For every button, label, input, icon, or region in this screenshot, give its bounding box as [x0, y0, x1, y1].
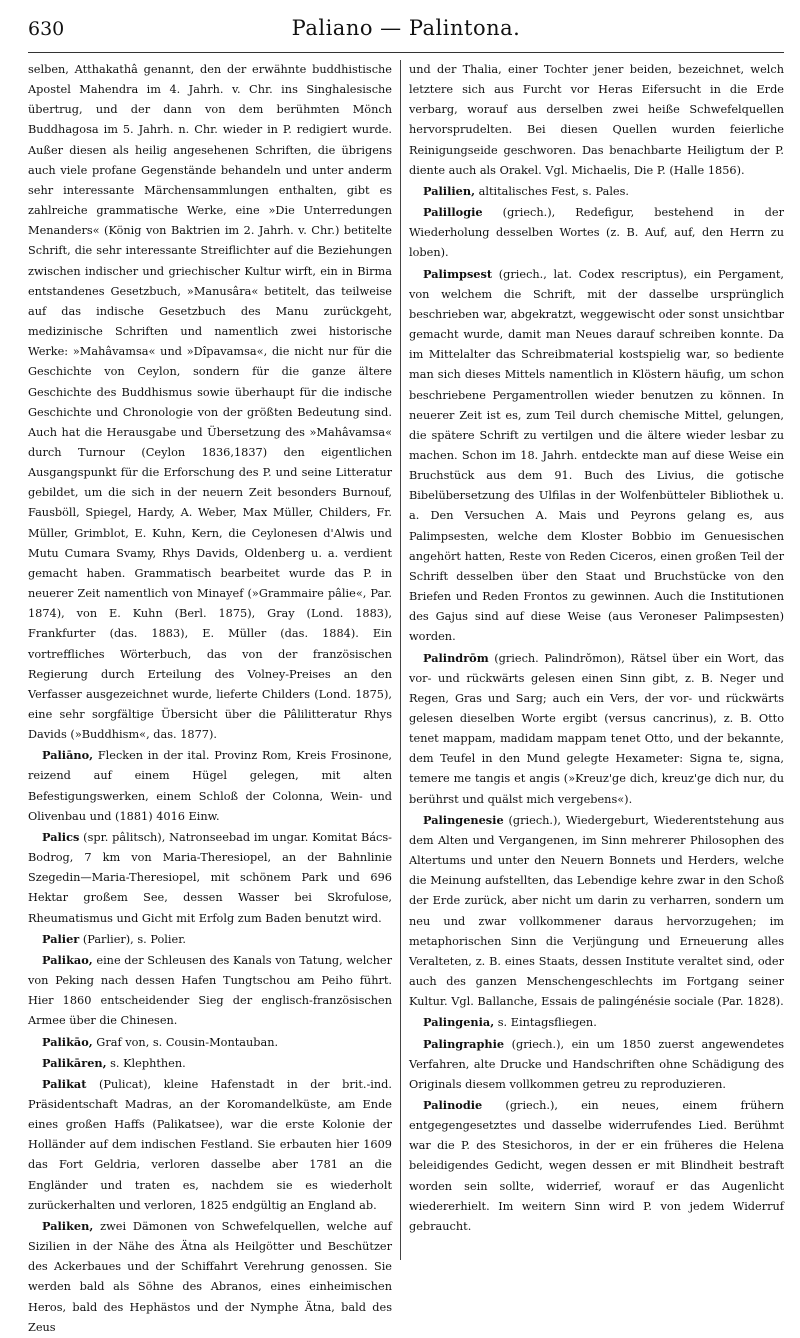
entry-lemma: Palingraphie — [423, 1036, 505, 1051]
entry-text: (griech., lat. Codex rescriptus), ein Pergament, von welchem die Schrift, mit der dasselbe ursprünglich beschrieben war, abgekratzt, weggewischt oder sonst unsichtbar gemacht wurde, damit man Neues darauf schreiben konnte. Da im Mittelalter das Schreibmaterial kostspielig war, so bediente man sich dieses Mittels namentlich in Klöstern häufig, um schon beschriebene Pergamentrollen wieder benutzen zu können. In neuerer Zeit ist es, zum Teil durch chemische Mittel, gelungen, die spätere Schrift zu vertilgen und die ältere wieder lesbar zu machen. Schon im 18. Jahrh. entdeckte man auf diese Weise ein Bruchstück aus dem 91. Buch des Livius, die gotische Bibelübersetzung des Ulfilas in der Wolfenbütteler Bibliothek u. a. Den Versuchen A. Mais und Peyrons gelang es, aus Palimpsesten, welche dem Kloster Bobbio im Genuesischen angehört hatten, Reste von Reden Ciceros, einen großen Teil der Schrift desselben über den Staat und Bruchstücke von den Briefen und Reden Frontos zu gewinnen. Auch die Institutionen des Gajus sind auf diese Weise (aus Veroneser Palimpsesten) worden. — [409, 267, 784, 644]
entry-lemma: Paliāno, — [42, 748, 94, 763]
dictionary-entry — [409, 648, 784, 810]
entry-text: (griech.), Wiedergeburt, Wiederentstehung aus dem Alten und Vergangenen, im Sinn mehrerer Philosophen des Altertums und unter den Neuern Bonnets und Herders, welche die Meinung aufstellten, das Lebendige kehre zwar in den Schoß der Erde zurück, aber nicht um darin zu verharren, sondern um neu und zwar vollkommener daraus hervorzugehen; im metaphorischen Sinn die Verjüngung und Erneuerung alles Veralteten, z. B. eines Staats, dessen Institute veraltet sind, oder auch des ganzen Menschengeschlechts im Fortgang seiner Kultur. Vgl. Ballanche, Essais de palingénésie sociale (Par. 1828). — [409, 813, 784, 1009]
entry-text: (Parlier), s. Polier. — [79, 932, 186, 946]
entry-lemma: Palillogie — [423, 205, 483, 220]
entry-text: eine der Schleusen des Kanals von Tatung, welcher von Peking nach dessen Hafen Tungtschou am Peiho führt. Hier 1860 entscheidender Sieg der englisch-französischen Armee über die Chinesen. — [28, 953, 392, 1028]
entry-lemma: Palindrōm — [423, 650, 489, 665]
entry-lemma: Palingenesie — [423, 812, 504, 827]
dictionary-entry — [28, 745, 392, 827]
entry-lemma: Palinodie — [423, 1097, 483, 1112]
entry-lemma: Palier — [42, 931, 80, 946]
entry-lemma: Palikāo, — [42, 1034, 93, 1049]
dictionary-entry — [28, 950, 392, 1032]
dictionary-entry — [409, 202, 784, 263]
page-number: 630 — [28, 18, 65, 40]
dictionary-entry — [28, 1053, 392, 1074]
right-column — [409, 60, 784, 1266]
entry-text: zwei Dämonen von Schwefelquellen, welche auf Sizilien in der Nähe des Ätna als Heilgötter und Beschützer des Ackerbaues und der Schiffahrt Verehrung genossen. Sie werden bald als Söhne des Abranos, eines einheimischen Heros, bald des Hephästos und der Nymphe Ätna, bald des Zeus — [28, 1219, 392, 1334]
entry-lemma: Palimpsest — [423, 266, 493, 281]
dictionary-entry — [409, 264, 784, 648]
entry-text: (griech.), ein um 1850 zuerst angewendetes Verfahren, alte Drucke und Handschriften ohne Schädigung des Originals diesem vollkommen getreu zu reproduzieren. — [409, 1037, 784, 1091]
running-head: Paliano — Palintona. — [291, 16, 521, 40]
entry-text: (griech. Palindrŏmon), Rätsel über ein Wort, das vor- und rückwärts gelesen einen Sinn gibt, z. B. Neger und Regen, Gras und Sarg; auch ein Vers, der vor- und rückwärts gelesen dieselben Worte ergibt (versus cancrinus), z. B. Otto tenet mappam, madidam mappam tenet Otto, und der bekannte, dem Teufel in den Mund gelegte Hexameter: Signa te, signa, temere me tangis et angis (»Kreuz'ge dich, kreuz'ge dich nur, du berührst und quälst mich vergebens«). — [409, 651, 784, 806]
dictionary-entry — [28, 1074, 392, 1216]
entry-text: Flecken in der ital. Provinz Rom, Kreis Frosinone, reizend auf einem Hügel gelegen, mit alten Befestigungswerken, einem Schloß der Colonna, Wein- und Olivenbau und (1881) 4016 Einw. — [28, 749, 392, 823]
entry-lemma: Palics — [42, 829, 80, 844]
entry-text: altitalisches Fest, s. Pales. — [475, 184, 630, 198]
dictionary-entry — [409, 1012, 784, 1033]
entry-text: s. Klephthen. — [106, 1056, 186, 1070]
column-divider — [400, 60, 401, 1260]
entry-lemma: Palikāren, — [42, 1055, 107, 1070]
dictionary-entry — [28, 827, 392, 929]
continuation-paragraph: selben, Atthakathâ genannt, den der erwähnte buddhistische Apostel Mahendra im 4. Jahrh. v. Chr. ins Singhalesische übertrug, und der dann von dem berühmten Mönch Buddhagosa im 5. Jahrh. n. Chr. wieder in P. redigiert wurde. Außer diesen als heilig angesehenen Schriften, die übrigens auch viele profane Gegenstände behandeln und unter anderm sehr interessante Märchensammlungen enthalten, gibt es zahlreiche grammatische Werke, eine »Die Unterredungen Menanders« (König von Baktrien im 2. Jahrh. v. Chr.) betitelte Schrift, die sehr interessante Streiflichter auf die Beziehungen zwischen indischer und griechischer Kultur wirft, ein in Birma entstandenes Gesetzbuch, »Manusâra« betitelt, das teilweise auf das indische Gesetzbuch des Manu zurückgeht, medizinische Schriften und namentlich zwei historische Werke: »Mahâvamsa« und »Dîpavamsa«, die nicht nur für die Geschichte von Ceylon, sondern für die ganze ältere Geschichte des Buddhismus sowie überhaupt für die indische Geschichte und Chronologie von der größten Bedeutung sind. Auch hat die Herausgabe und Übersetzung des »Mahâvamsa« durch Turnour (Ceylon 1836,1837) den eigentlichen Ausgangspunkt für die Erforschung des P. und seine Litteratur gebildet, um die sich in der neuern Zeit besonders Burnouf, Fausböll, Spiegel, Hardy, A. Weber, Max Müller, Childers, Fr. Müller, Grimblot, E. Kuhn, Kern, die Ceylonesen d'Alwis und Mutu Cumara Svamy, Rhys Davids, Oldenberg u. a. verdient gemacht haben. Grammatisch bearbeitet wurde das P. in neuerer Zeit namentlich von Minayef (»Grammaire pâlie«, Par. 1874), von E. Kuhn (Berl. 1875), Gray (Lond. 1883), Frankfurter (das. 1883), E. Müller (das. 1884). Ein vortreffliches Wörterbuch, das von der französischen Regierung durch Erteilung des Volney-Preises an den Verfasser ausgezeichnet wurde, lieferte Childers (Lond. 1875), eine sehr sorgfältige Übersicht über die Pâlilitteratur Rhys Davids (»Buddhism«, das. 1877). — [28, 63, 392, 742]
entry-text: s. Eintagsfliegen. — [494, 1016, 597, 1030]
entry-lemma: Palingenia, — [423, 1015, 495, 1030]
left-column — [28, 60, 392, 1334]
entry-text: (griech.), Redefigur, bestehend in der Wiederholung desselben Wortes (z. B. Auf, auf, den Herrn zu loben). — [409, 206, 784, 260]
entry-text: (griech.), ein neues, einem frühern entgegengesetztes und dasselbe widerrufendes Lied. Berühmt war die P. des Stesichoros, in der er ein früheres die Helena beleidigendes Gedicht, wegen dessen er mit Blindheit bestraft worden sein sollte, widerrief, worauf er das Augenlicht wiedererhielt. Im weitern Sinn wird P. von jedem Widerruf gebraucht. — [409, 1098, 784, 1233]
entry-lemma: Palikao, — [42, 952, 93, 967]
dictionary-entry — [28, 1216, 392, 1338]
header-rule — [28, 52, 784, 53]
entry-lemma: Palikat — [42, 1076, 87, 1091]
dictionary-entry — [409, 1095, 784, 1237]
dictionary-entry — [409, 181, 784, 202]
dictionary-entry — [409, 1034, 784, 1095]
continuation-paragraph: und der Thalia, einer Tochter jener beiden, bezeichnet, welch letztere sich aus Furcht vor Heras Eifersucht in die Erde verbarg, worauf aus derselben zwei heiße Schwefelquellen hervorsprudelten. Bei diesen Quellen wurden feierliche Reinigungseide geschworen. Das benachbarte Heiligtum der P. diente auch als Orakel. Vgl. Michaelis, Die P. (Halle 1856). — [409, 63, 784, 177]
page-header — [28, 8, 784, 48]
dictionary-entry — [28, 1032, 392, 1053]
entry-lemma: Palilien, — [423, 183, 476, 198]
dictionary-entry — [28, 929, 392, 950]
entry-lemma: Paliken, — [42, 1218, 94, 1233]
dictionary-entry — [409, 810, 784, 1013]
entry-text: (spr. pâlitsch), Natronseebad im ungar. Komitat Bács-Bodrog, 7 km von Maria-Theresiopel, an der Bahnlinie Szegedin—Maria-Theresiopel, mit schönem Park und 696 Hektar großem See, dessen Wasser bei Skrofulose, Rheumatismus und Gicht mit Erfolg zum Baden benutzt wird. — [28, 830, 392, 925]
entry-text: Graf von, s. Cousin-Montauban. — [92, 1035, 279, 1049]
entry-text: (Pulicat), kleine Hafenstadt in der brit.-ind. Präsidentschaft Madras, an der Koromandelküste, am Ende eines großen Haffs (Palikatsee), war die erste Kolonie der Holländer auf dem indischen Festland. Sie erbauten hier 1609 das Fort Geldria, verloren dasselbe aber 1781 an die Engländer und traten es, nachdem sie es wiederholt zurückerhalten und verloren, 1825 endgültig an England ab. — [28, 1077, 392, 1212]
